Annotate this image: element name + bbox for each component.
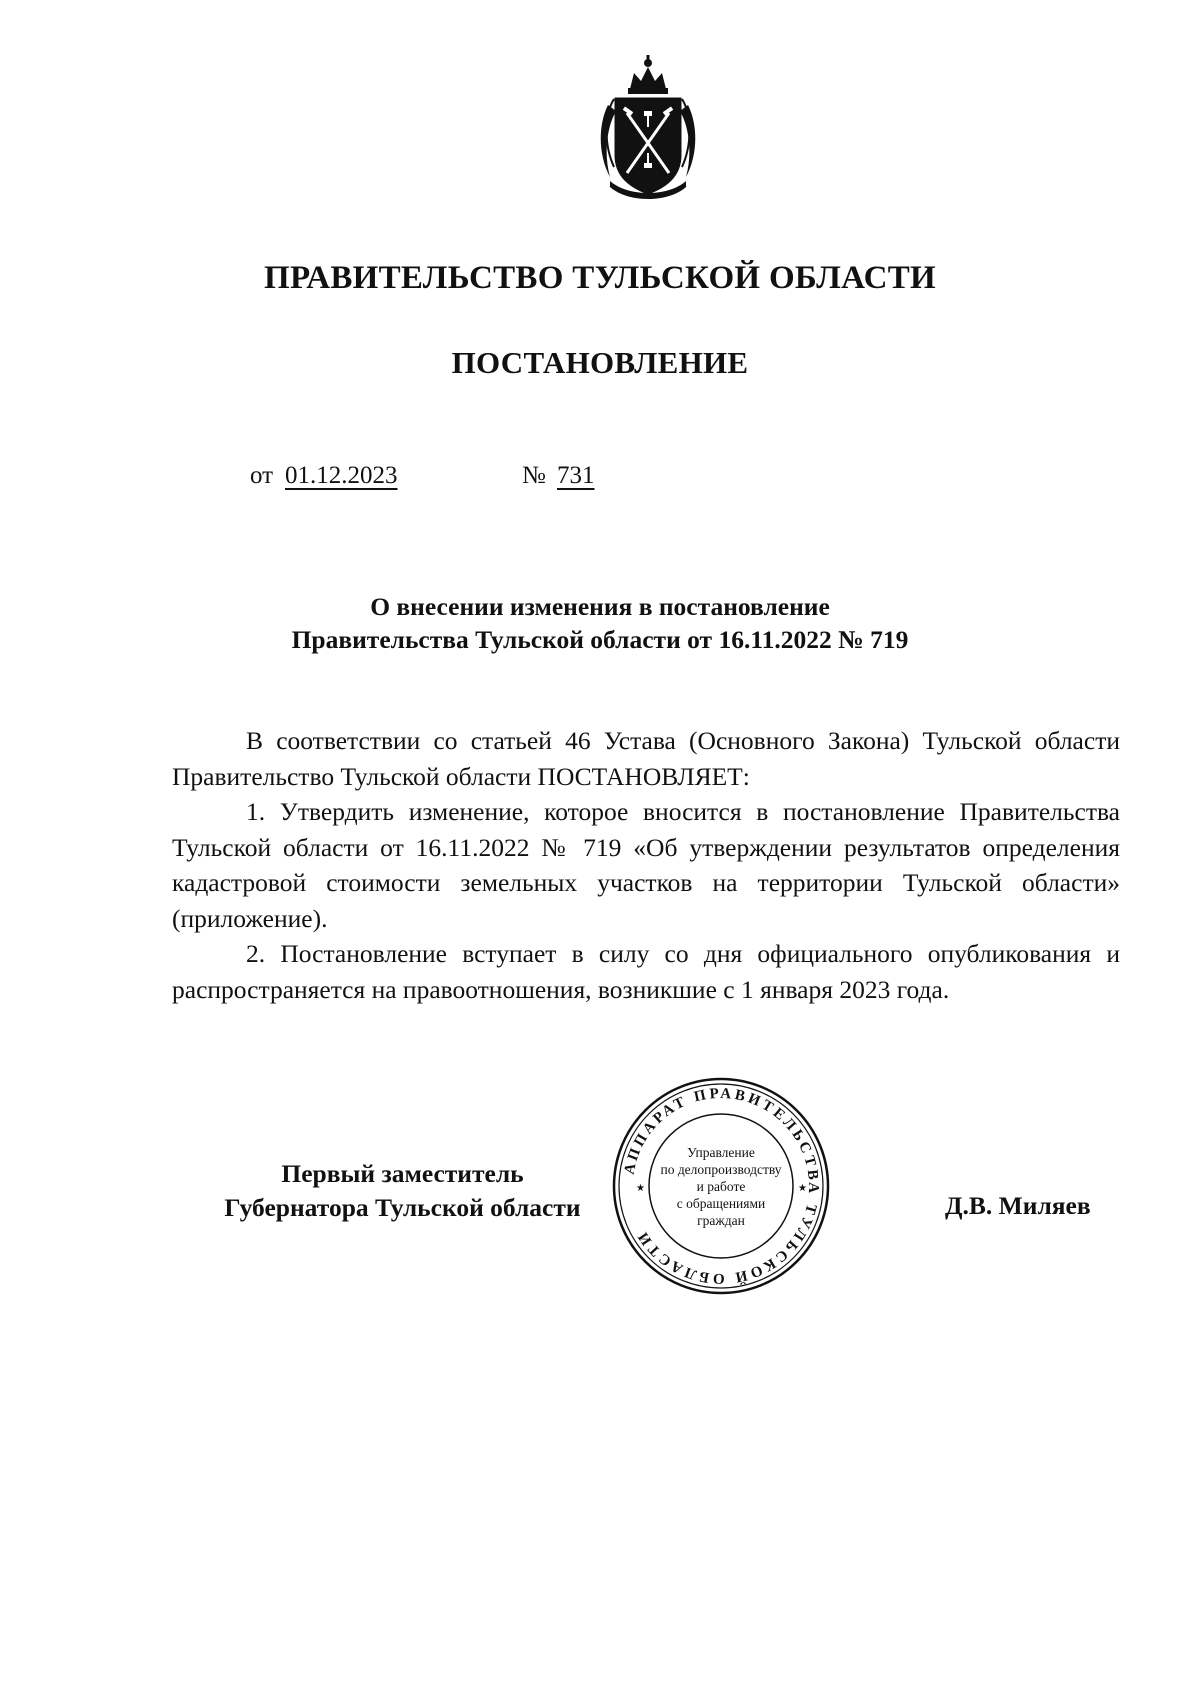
stamp-center-line: по делопроизводству xyxy=(660,1162,782,1177)
document-number: 731 xyxy=(557,462,595,489)
subject-line-2: Правительства Тульской области от 16.11.2022 № 719 xyxy=(291,625,909,654)
stamp-center-line: Управление xyxy=(687,1145,755,1160)
official-stamp xyxy=(610,1075,832,1297)
position-line-1: Первый заместитель xyxy=(281,1159,524,1188)
stamp-center-line: граждан xyxy=(697,1213,745,1228)
number-label: № xyxy=(522,462,546,489)
subject-line-1: О внесении изменения в постановление xyxy=(370,592,830,621)
body-paragraph: 1. Утвердить изменение, которое вносится в постановление Правительства Тульской области от 16.11.2022 № 719 «Об утверждении результатов определения кадастровой стоимости земельных участков на территории Тульской области» (приложение). xyxy=(172,797,1120,933)
organization-title: ПРАВИТЕЛЬСТВО ТУЛЬСКОЙ ОБЛАСТИ xyxy=(264,260,936,296)
body-paragraph: В соответствии со статьей 46 Устава (Основного Закона) Тульской области Правительство Тульской области ПОСТАНОВЛЯЕТ: xyxy=(172,726,1120,791)
signatory-position xyxy=(180,1157,625,1225)
coat-of-arms-icon xyxy=(594,55,702,203)
stamp-center-line: с обращениями xyxy=(676,1196,766,1211)
signatory-name: Д.В. Миляев xyxy=(945,1191,1091,1220)
document-type-title: ПОСТАНОВЛЕНИЕ xyxy=(451,345,749,380)
document-date: 01.12.2023 xyxy=(285,462,398,489)
body-paragraph: 2. Постановление вступает в силу со дня официального опубликования и распространяется на правоотношения, возникшие с 1 января 2023 года. xyxy=(172,939,1120,1004)
stamp-center-line: и работе xyxy=(696,1179,746,1194)
document-body xyxy=(172,723,1120,1007)
document-subject xyxy=(0,590,1200,656)
stamp-star-icon: ★ xyxy=(798,1183,807,1194)
stamp-ring-text: АППАРАТ ПРАВИТЕЛЬСТВА ТУЛЬСКОЙ ОБЛАСТИ xyxy=(621,1085,822,1287)
position-line-2: Губернатора Тульской области xyxy=(224,1193,581,1222)
stamp-star-icon: ★ xyxy=(636,1183,645,1194)
date-label: от xyxy=(250,462,274,489)
